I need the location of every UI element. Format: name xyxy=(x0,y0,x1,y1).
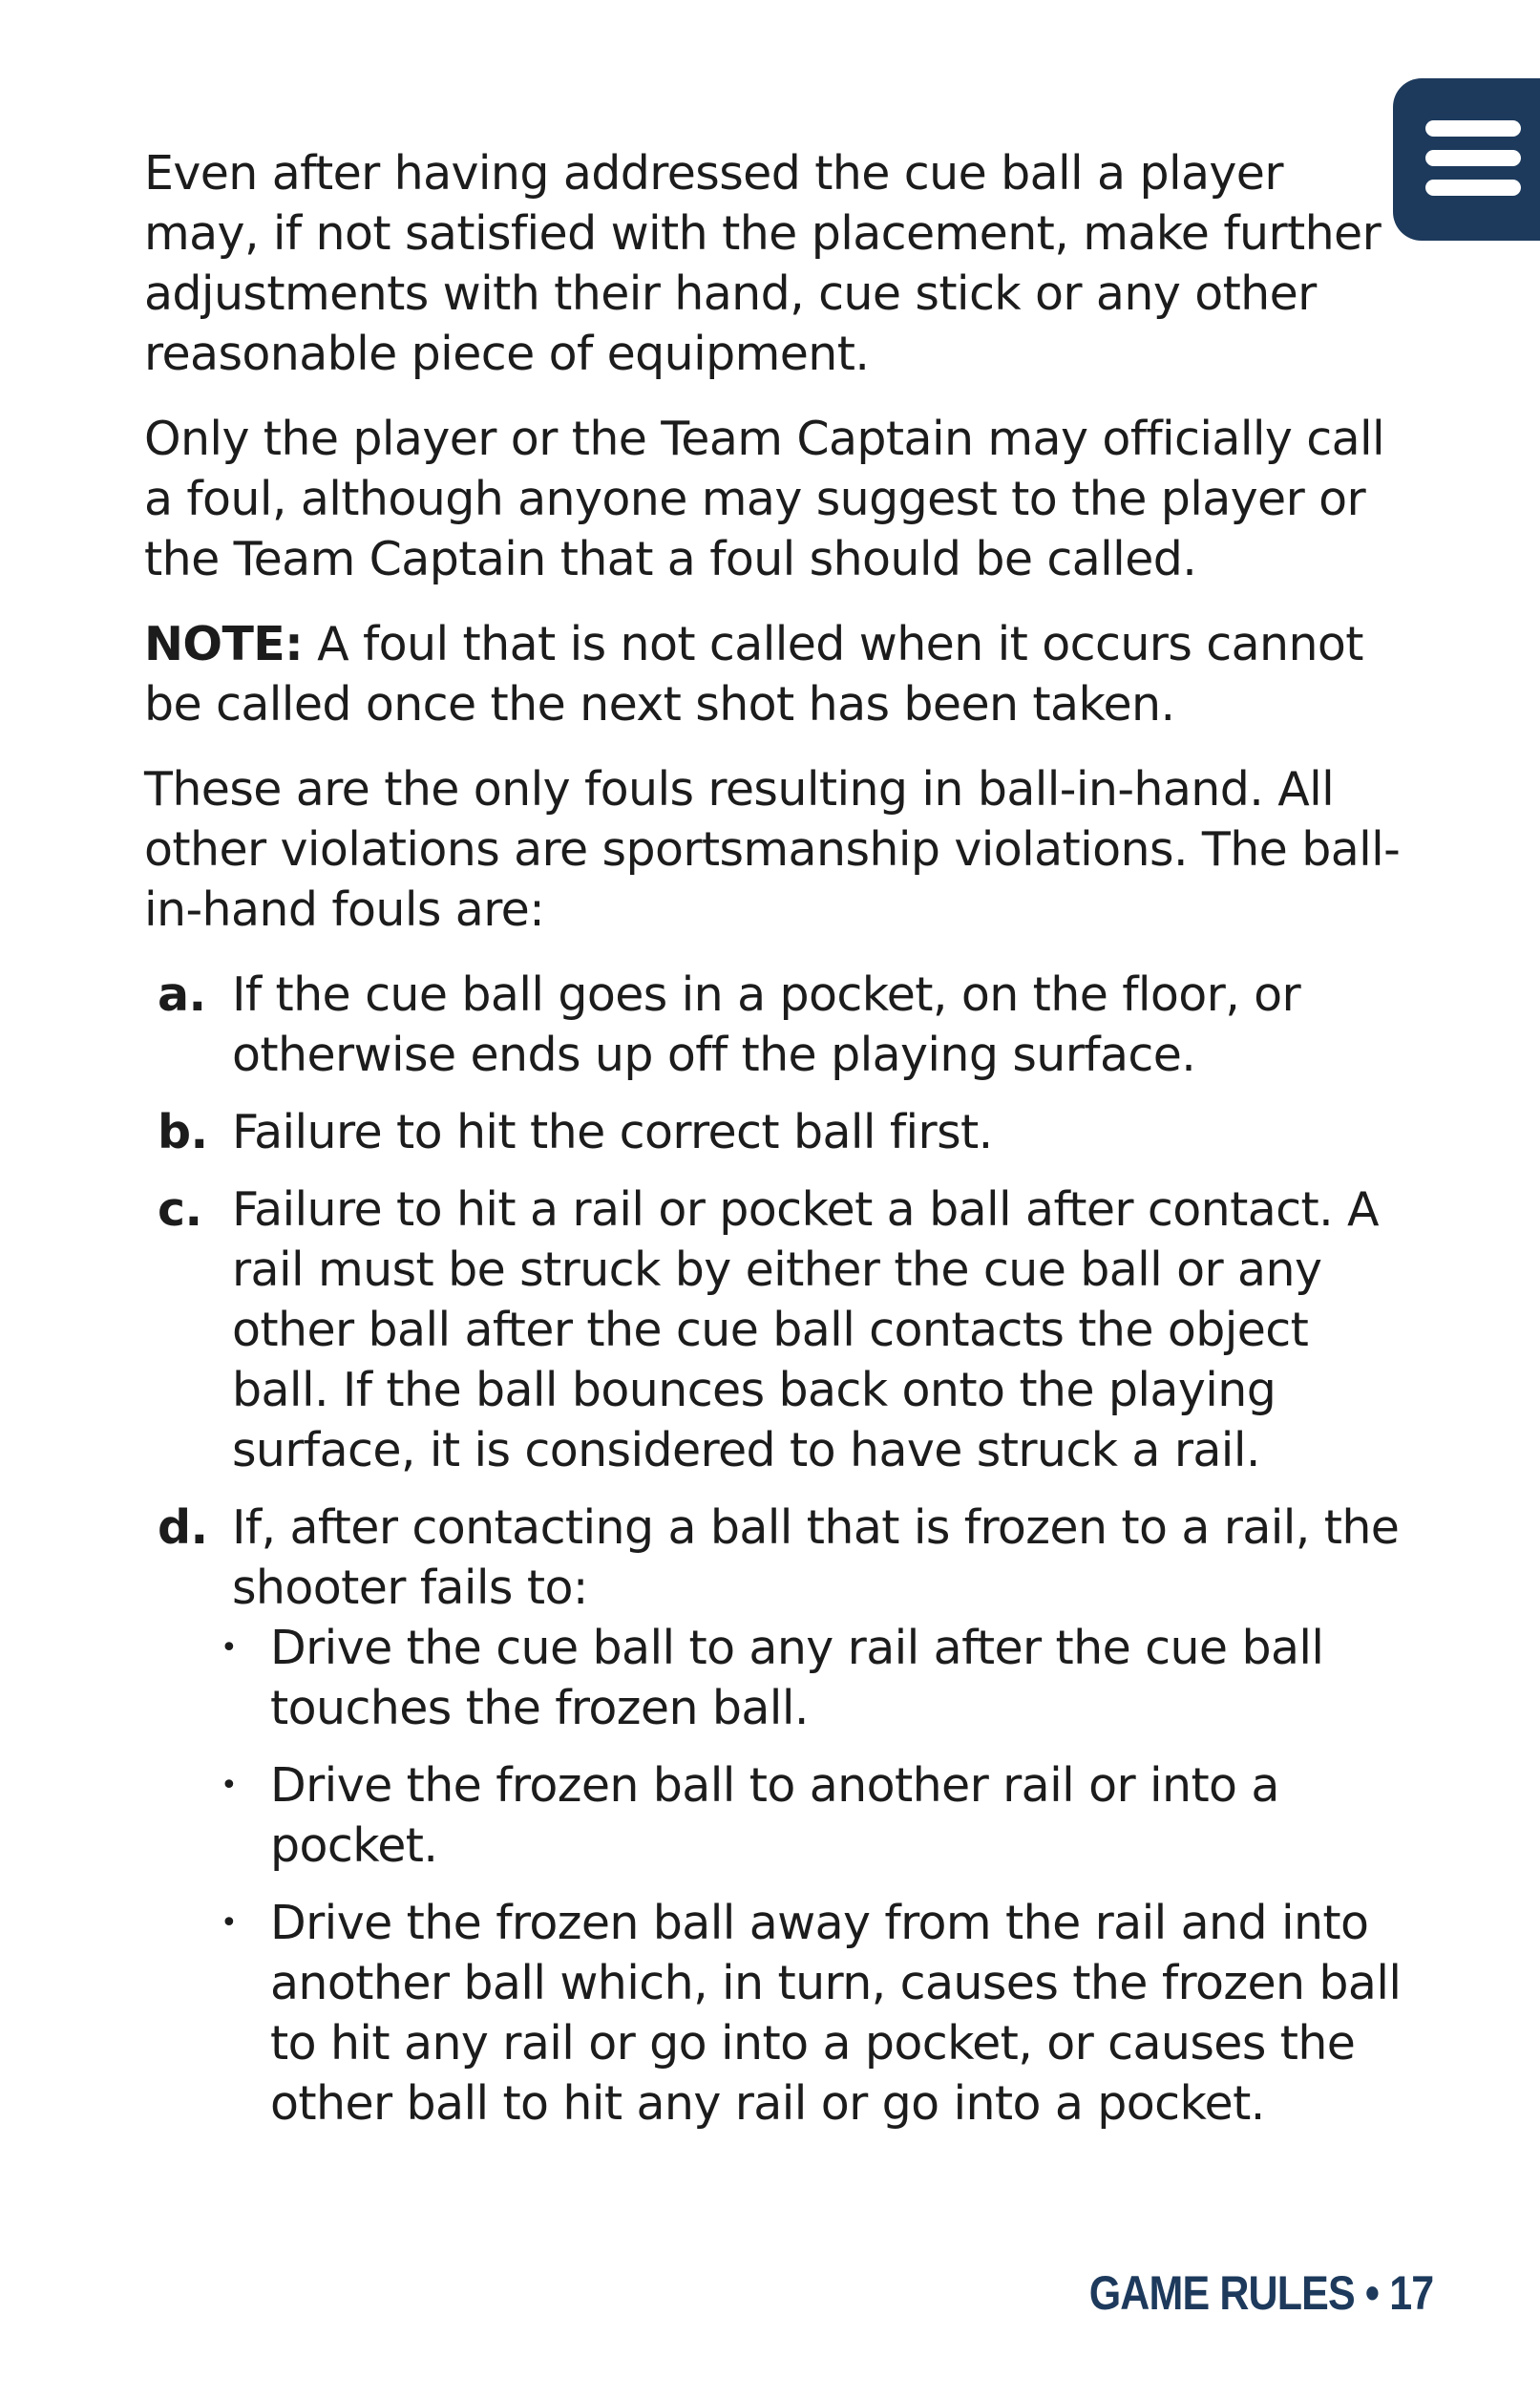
paragraph-equipment-adjustment: Even after having addressed the cue ball a player may, if not satisfied with the placement, make further adjustments with their hand, cue stick or any other reasonable piece of equipment. xyxy=(144,146,1382,381)
page-footer xyxy=(1088,2265,1433,2321)
foul-text: Failure to hit a rail or pocket a ball after contact. A rail must be struck by either the cue ball or any other ball after the cue ball contacts the object ball. If the ball bounces back onto the playing surface, it is considered to have struck a rail. xyxy=(232,1182,1379,1477)
paragraph-calling-fouls: Only the player or the Team Captain may officially call a foul, although anyone may suggest to the player or the Team Captain that a foul should be called. xyxy=(144,412,1385,586)
page-body xyxy=(144,143,1404,2151)
ball-in-hand-fouls-list xyxy=(144,965,1404,2134)
note-paragraph xyxy=(144,614,1404,734)
list-marker: a. xyxy=(158,967,206,1022)
section-title: GAME RULES xyxy=(1088,2266,1355,2320)
frozen-ball-rule-item: • Drive the cue ball to any rail after the cue ball touches the frozen ball. xyxy=(232,1618,1404,1738)
menu-button[interactable] xyxy=(1393,78,1540,241)
frozen-ball-rules-list xyxy=(232,1618,1404,2134)
foul-text: If, after contacting a ball that is frozen to a rail, the shooter fails to: xyxy=(232,1500,1400,1615)
footer-separator: • xyxy=(1364,2266,1379,2320)
note-label: NOTE: xyxy=(144,617,304,671)
foul-text: Failure to hit the correct ball first. xyxy=(232,1105,993,1159)
foul-item-a xyxy=(144,965,1404,1085)
note-text: A foul that is not called when it occurs cannot be called once the next shot has been taken. xyxy=(144,617,1363,732)
list-marker: d. xyxy=(158,1500,208,1555)
foul-item-c xyxy=(144,1179,1404,1480)
foul-item-b xyxy=(144,1102,1404,1162)
paragraph-ball-in-hand-intro: These are the only fouls resulting in ball-in-hand. All other violations are sportsmanship violations. The ball-in-hand fouls are: xyxy=(144,762,1401,937)
hamburger-menu-icon xyxy=(1425,120,1521,197)
page-number: 17 xyxy=(1388,2266,1433,2320)
frozen-ball-rule-item: • Drive the frozen ball away from the rail and into another ball which, in turn, causes the frozen ball to hit any rail or go into a pocket, or causes the other ball to hit any rail or go into a pocket. xyxy=(232,1893,1404,2134)
list-marker: b. xyxy=(158,1105,208,1159)
foul-text: If the cue ball goes in a pocket, on the floor, or otherwise ends up off the playing surface. xyxy=(232,967,1301,1082)
list-marker: c. xyxy=(158,1182,202,1237)
frozen-ball-rule-item: • Drive the frozen ball to another rail or into a pocket. xyxy=(232,1755,1404,1876)
foul-item-d xyxy=(144,1497,1404,2134)
